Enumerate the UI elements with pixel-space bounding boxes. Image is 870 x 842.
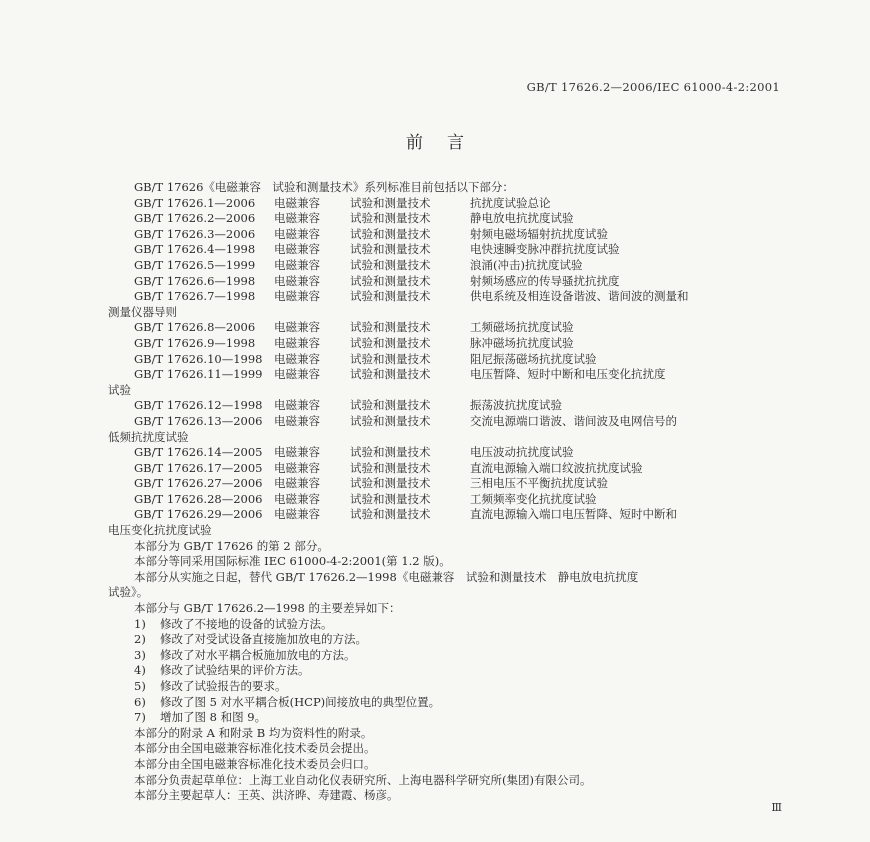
series-code: GB/T 17626.29—2006	[134, 507, 263, 522]
series-subject: 试验和测量技术	[350, 257, 431, 272]
series-item	[108, 461, 788, 477]
series-code: GB/T 17626.6—1998	[134, 273, 256, 288]
series-domain: 电磁兼容	[274, 445, 320, 460]
series-item	[108, 289, 788, 305]
series-domain: 电磁兼容	[274, 273, 320, 288]
change-item	[108, 663, 788, 679]
series-domain: 电磁兼容	[274, 289, 320, 304]
closing-paragraph: 本部分由全国电磁兼容标准化技术委员会提出。	[134, 741, 376, 756]
series-code: GB/T 17626.28—2006	[134, 491, 263, 506]
series-subject: 试验和测量技术	[350, 491, 431, 506]
closing-paragraph: 本部分主要起草人：王英、洪济晔、寿建霞、杨彦。	[134, 788, 399, 803]
closing-paragraph: 本部分的附录 A 和附录 B 均为资料性的附录。	[134, 725, 373, 740]
series-part-title: 振荡波抗扰度试验	[470, 398, 562, 413]
change-text: 修改了试验报告的要求。	[160, 679, 287, 693]
series-subject: 试验和测量技术	[350, 320, 431, 335]
series-part-title: 电快速瞬变脉冲群抗扰度试验	[470, 242, 620, 257]
change-text: 修改了图 5 对水平耦合板(HCP)间接放电的典型位置。	[160, 694, 441, 709]
series-item	[108, 196, 788, 212]
series-part-title: 脉冲磁场抗扰度试验	[470, 335, 574, 350]
series-part-title: 直流电源输入端口纹波抗扰度试验	[470, 460, 643, 475]
series-domain: 电磁兼容	[274, 351, 320, 366]
series-subject: 试验和测量技术	[350, 507, 431, 522]
series-item	[108, 352, 788, 368]
series-domain: 电磁兼容	[274, 460, 320, 475]
series-code: GB/T 17626.10—1998	[134, 351, 263, 366]
series-item	[108, 507, 788, 523]
series-part-title: 抗扰度试验总论	[470, 195, 551, 210]
change-number: 1)	[134, 616, 146, 631]
series-subject: 试验和测量技术	[350, 226, 431, 241]
series-part-title: 三相电压不平衡抗扰度试验	[470, 476, 608, 491]
series-item	[108, 414, 788, 430]
change-item	[108, 648, 788, 664]
series-code: GB/T 17626.11—1999	[134, 367, 263, 382]
series-code: GB/T 17626.27—2006	[134, 476, 263, 491]
series-part-title: 交流电源端口谐波、谐间波及电网信号的	[470, 413, 677, 428]
closing-paragraph: 本部分负责起草单位：上海工业自动化仪表研究所、上海电器科学研究所(集团)有限公司。	[134, 772, 592, 787]
change-item	[108, 695, 788, 711]
series-subject: 试验和测量技术	[350, 289, 431, 304]
series-subject: 试验和测量技术	[350, 242, 431, 257]
series-domain: 电磁兼容	[274, 335, 320, 350]
change-number: 6)	[134, 694, 146, 709]
series-code: GB/T 17626.12—1998	[134, 398, 263, 413]
series-domain: 电磁兼容	[274, 320, 320, 335]
series-item	[108, 336, 788, 352]
change-item	[108, 710, 788, 726]
foreword-body	[108, 180, 788, 804]
series-item	[108, 227, 788, 243]
series-part-title: 浪涌(冲击)抗扰度试验	[470, 257, 583, 272]
series-domain: 电磁兼容	[274, 211, 320, 226]
changes-list	[108, 617, 788, 726]
series-title-continuation: 电压变化抗扰度试验	[108, 523, 212, 538]
series-subject: 试验和测量技术	[350, 351, 431, 366]
series-code: GB/T 17626.9—1998	[134, 335, 256, 350]
closing-paragraphs	[108, 726, 788, 804]
series-item	[108, 476, 788, 492]
series-domain: 电磁兼容	[274, 476, 320, 491]
series-intro: GB/T 17626《电磁兼容 试验和测量技术》系列标准目前包括以下部分：	[134, 180, 514, 194]
series-part-title: 射频场感应的传导骚扰抗扰度	[470, 273, 620, 288]
series-part-title: 电压暂降、短时中断和电压变化抗扰度	[470, 367, 666, 382]
series-title-continuation: 低频抗扰度试验	[108, 429, 189, 444]
series-domain: 电磁兼容	[274, 242, 320, 257]
series-code: GB/T 17626.2—2006	[134, 211, 256, 226]
series-code: GB/T 17626.1—2006	[134, 195, 256, 210]
series-domain: 电磁兼容	[274, 398, 320, 413]
series-domain: 电磁兼容	[274, 195, 320, 210]
change-item	[108, 617, 788, 633]
series-subject: 试验和测量技术	[350, 476, 431, 491]
series-domain: 电磁兼容	[274, 413, 320, 428]
change-item	[108, 679, 788, 695]
series-domain: 电磁兼容	[274, 257, 320, 272]
series-title-continuation: 试验	[108, 382, 131, 397]
series-part-title: 射频电磁场辐射抗扰度试验	[470, 226, 608, 241]
series-code: GB/T 17626.5—1999	[134, 257, 256, 272]
series-domain: 电磁兼容	[274, 491, 320, 506]
series-code: GB/T 17626.8—2006	[134, 320, 256, 335]
series-part-title: 工频频率变化抗扰度试验	[470, 491, 597, 506]
series-item	[108, 398, 788, 414]
series-subject: 试验和测量技术	[350, 335, 431, 350]
series-item	[108, 242, 788, 258]
paragraph-replaces: 本部分从实施之日起，替代 GB/T 17626.2—1998《电磁兼容 试验和测量技术 静电放电抗扰度	[134, 569, 639, 584]
series-subject: 试验和测量技术	[350, 398, 431, 413]
change-text: 修改了试验结果的评价方法。	[160, 663, 310, 678]
series-subject: 试验和测量技术	[350, 367, 431, 382]
page-number: Ⅲ	[771, 801, 782, 814]
series-subject: 试验和测量技术	[350, 413, 431, 428]
change-number: 5)	[134, 679, 146, 693]
series-item	[108, 492, 788, 508]
page-title: 前言	[406, 133, 488, 153]
series-subject: 试验和测量技术	[350, 211, 431, 226]
change-number: 2)	[134, 632, 146, 647]
change-item	[108, 632, 788, 648]
series-code: GB/T 17626.4—1998	[134, 242, 256, 257]
series-title-continuation: 测量仪器导则	[108, 304, 177, 319]
series-code: GB/T 17626.17—2005	[134, 460, 263, 475]
series-domain: 电磁兼容	[274, 226, 320, 241]
series-item	[108, 367, 788, 383]
change-number: 7)	[134, 710, 146, 725]
series-code: GB/T 17626.7—1998	[134, 289, 256, 304]
series-subject: 试验和测量技术	[350, 273, 431, 288]
change-text: 修改了对水平耦合板施加放电的方法。	[160, 647, 356, 662]
series-item	[108, 211, 788, 227]
closing-paragraph: 本部分由全国电磁兼容标准化技术委员会归口。	[134, 756, 376, 771]
series-subject: 试验和测量技术	[350, 460, 431, 475]
series-domain: 电磁兼容	[274, 507, 320, 522]
series-code: GB/T 17626.14—2005	[134, 445, 263, 460]
change-text: 修改了对受试设备直接施加放电的方法。	[160, 632, 367, 647]
series-code: GB/T 17626.3—2006	[134, 226, 256, 241]
series-item	[108, 320, 788, 336]
change-text: 修改了不接地的设备的试验方法。	[160, 616, 333, 631]
series-domain: 电磁兼容	[274, 367, 320, 382]
series-list	[108, 196, 788, 539]
series-part-title: 供电系统及相连设备谐波、谐间波的测量和	[470, 289, 689, 304]
change-number: 3)	[134, 647, 146, 662]
series-part-title: 阻尼振荡磁场抗扰度试验	[470, 351, 597, 366]
series-part-title: 工频磁场抗扰度试验	[470, 320, 574, 335]
series-part-title: 静电放电抗扰度试验	[470, 211, 574, 226]
change-number: 4)	[134, 663, 146, 678]
series-item	[108, 445, 788, 461]
paragraph-equivalent: 本部分等同采用国际标准 IEC 61000-4-2:2001(第 1.2 版)。	[134, 554, 451, 569]
series-item	[108, 274, 788, 290]
paragraph-part-of: 本部分为 GB/T 17626 的第 2 部分。	[134, 538, 329, 553]
series-part-title: 直流电源输入端口电压暂降、短时中断和	[470, 507, 677, 522]
series-part-title: 电压波动抗扰度试验	[470, 445, 574, 460]
series-subject: 试验和测量技术	[350, 445, 431, 460]
series-subject: 试验和测量技术	[350, 195, 431, 210]
change-text: 增加了图 8 和图 9。	[160, 710, 267, 725]
series-code: GB/T 17626.13—2006	[134, 413, 263, 428]
paragraph-diff-intro: 本部分与 GB/T 17626.2—1998 的主要差异如下：	[134, 601, 401, 616]
paragraph-replaces-cont: 试验》。	[108, 585, 149, 600]
standard-code-header: GB/T 17626.2—2006/IEC 61000-4-2:2001	[526, 80, 780, 94]
series-item	[108, 258, 788, 274]
